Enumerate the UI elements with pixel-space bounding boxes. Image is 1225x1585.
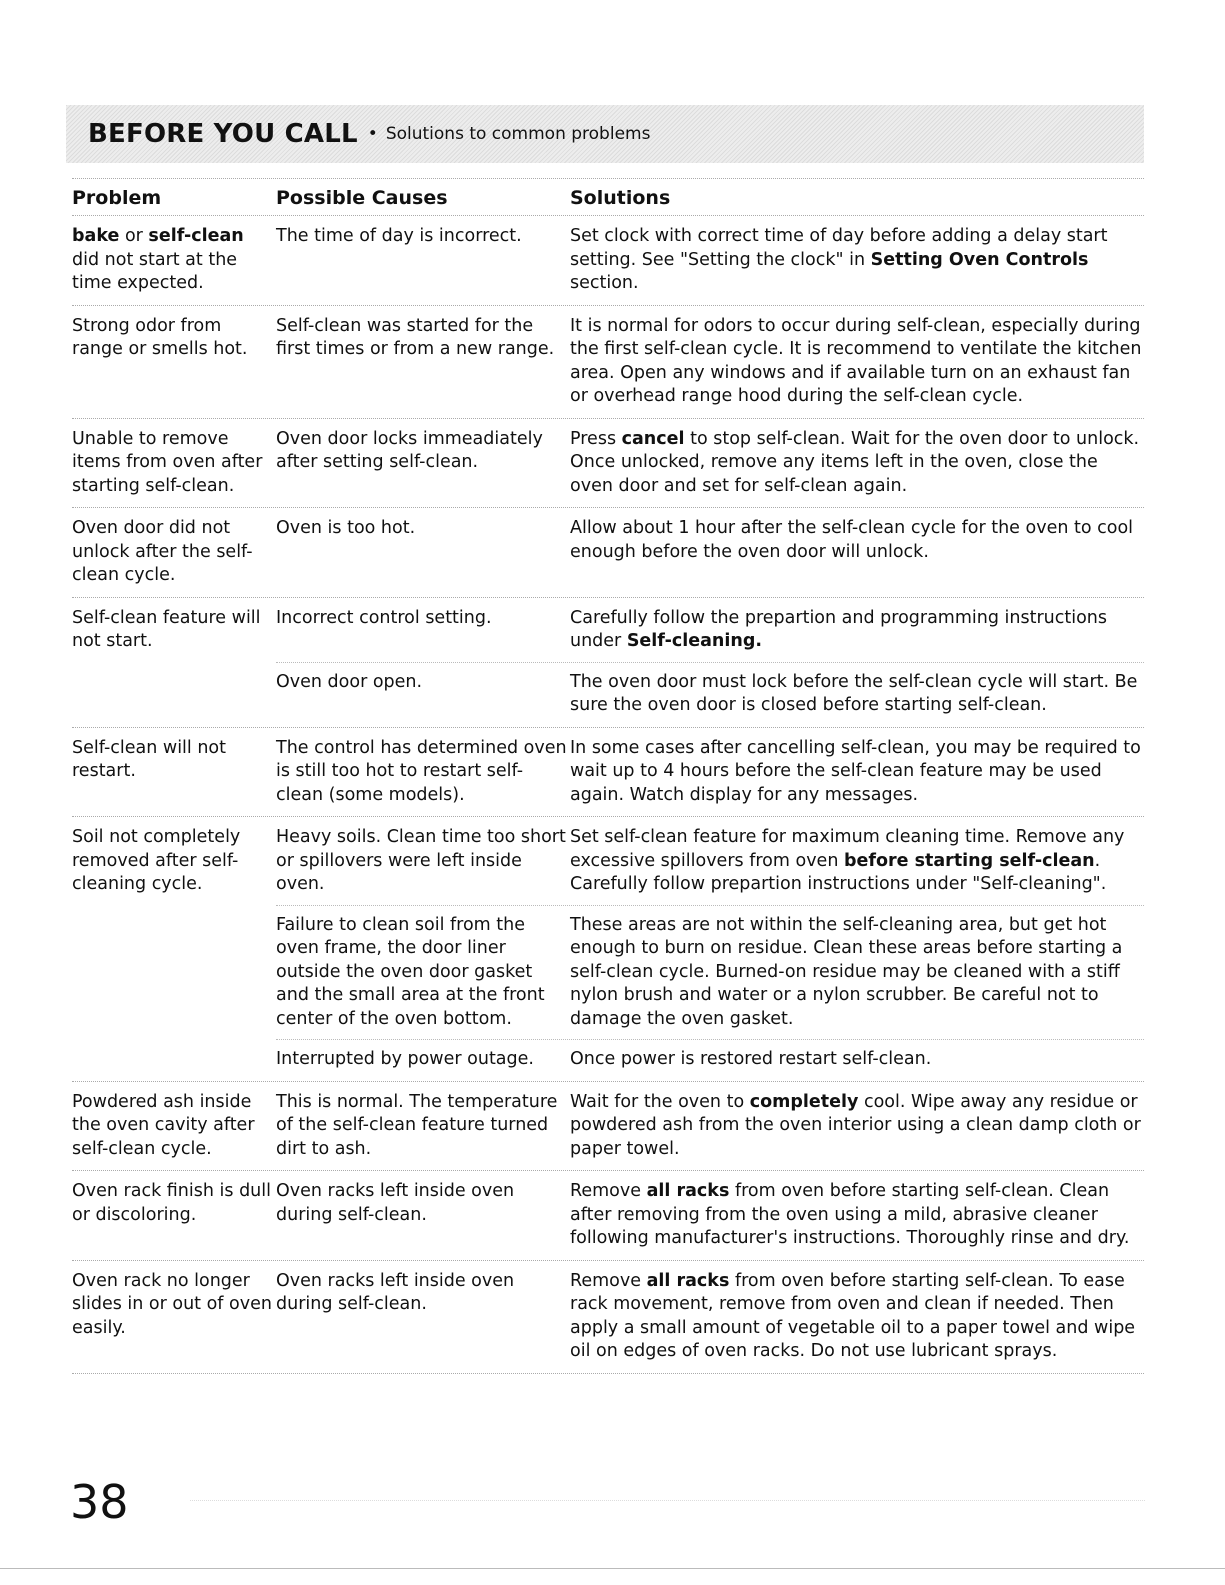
problem-cell <box>72 607 276 718</box>
cause-cell <box>276 607 570 654</box>
problem-cell <box>72 315 276 409</box>
cause-cell <box>276 1270 570 1364</box>
problem-cell <box>72 1091 276 1162</box>
problem-cell <box>72 225 276 296</box>
cause-solution-pair <box>276 1270 1144 1364</box>
cause-solution-group <box>276 1270 1144 1364</box>
bold-text: all racks <box>646 1270 730 1291</box>
text-run: Oven rack no longer slides in or out of oven easily. <box>72 1270 272 1338</box>
problem-cell <box>72 826 276 1072</box>
solution-cell <box>570 737 1144 808</box>
cause-cell <box>276 826 570 897</box>
solution-cell <box>570 914 1144 1032</box>
text-run: Oven door did not unlock after the self-clean cycle. <box>72 518 253 585</box>
cause-solution-pair <box>276 428 1144 499</box>
table-row <box>72 306 1144 419</box>
text-run: These areas are not within the self-cleaning area, but get hot enough to burn on residue. Clean these areas before starting a self-clean cycle. Burned-on residue may be cleaned with a stiff nylon brush and water or a nylon scrubber. Be careful not to damage the oven gasket. <box>570 914 1123 1029</box>
table-row <box>72 1171 1144 1261</box>
text-run: Oven door locks immeadiately after setting self-clean. <box>276 428 543 472</box>
text-run: It is normal for odors to occur during self-clean, especially during the first self-clean cycle. It is recommend to ventilate the kitchen area. Open any windows and if available turn on an exhaust fan or overhead range hood during the self-clean cycle. <box>570 315 1142 406</box>
cause-cell <box>276 737 570 808</box>
text-run: Oven racks left inside oven during self-clean. <box>276 1270 515 1314</box>
table-row <box>72 598 1144 728</box>
cause-solution-group <box>276 225 1144 296</box>
problem-cell <box>72 1270 276 1364</box>
bold-text: all racks <box>646 1181 730 1201</box>
text-run: from oven before starting self-clean. To ease rack movement, remove from oven and clean if needed. Then apply a small amount of vegetable oil to a paper towel and wipe oil on edges of oven racks. Do not use lubricant sprays. <box>570 1270 1136 1361</box>
text-run: Press <box>570 428 622 449</box>
cause-cell <box>276 1048 570 1072</box>
table-row <box>72 508 1144 598</box>
solution-cell <box>570 517 1144 564</box>
text-run: . Carefully follow prepartion instructions under "Self-cleaning". <box>570 850 1107 894</box>
text-run: Oven racks left inside oven during self-clean. <box>276 1181 515 1225</box>
column-header-causes: Possible Causes <box>276 187 448 209</box>
cause-solution-group <box>276 1180 1144 1251</box>
text-run: Powdered ash inside the oven cavity after self-clean cycle. <box>72 1091 255 1159</box>
text-run: In some cases after cancelling self-clean, you may be required to wait up to 4 hours before the self-clean feature may be used again. Watch display for any messages. <box>570 737 1141 805</box>
solution-cell <box>570 1180 1144 1251</box>
text-run: Remove <box>570 1270 647 1291</box>
column-header-solutions: Solutions <box>570 187 671 209</box>
text-run: Carefully follow the prepartion and programming instructions under <box>570 607 1108 651</box>
bottom-edge-rule <box>0 1568 1225 1569</box>
table-row <box>72 419 1144 509</box>
table-row <box>72 817 1144 1082</box>
problem-cell <box>72 517 276 588</box>
text-run: Set clock with correct time of day before adding a delay start setting. See "Setting the clock" in <box>570 226 1108 270</box>
text-run: Oven is too hot. <box>276 518 416 538</box>
text-run: Allow about 1 hour after the self-clean cycle for the oven to cool enough before the oven door will unlock. <box>570 518 1134 562</box>
cause-solution-pair <box>276 315 1144 409</box>
cause-cell <box>276 315 570 409</box>
bold-text: self-clean <box>148 226 244 246</box>
cause-cell <box>276 517 570 564</box>
cause-solution-group <box>276 737 1144 808</box>
text-run: or <box>119 226 149 246</box>
text-run: section. <box>570 273 639 293</box>
table-row <box>72 1082 1144 1172</box>
text-run: The oven door must lock before the self-clean cycle will start. Be sure the oven door is closed before starting self-clean. <box>570 671 1138 715</box>
cause-solution-pair <box>276 826 1144 897</box>
cause-cell <box>276 1180 570 1251</box>
text-run: The time of day is incorrect. <box>276 226 522 246</box>
text-run: did not start at the time expected. <box>72 249 238 293</box>
cause-solution-group <box>276 607 1144 718</box>
cause-solution-pair <box>276 225 1144 296</box>
cause-solution-pair <box>276 517 1144 564</box>
text-run: Set self-clean feature for maximum cleaning time. Remove any excessive spillovers from oven <box>570 827 1125 871</box>
table-header <box>72 178 1144 216</box>
cause-solution-pair <box>276 1180 1144 1251</box>
text-run: Failure to clean soil from the oven frame, the door liner outside the oven door gasket and the small area at the front center of the oven bottom. <box>276 914 545 1029</box>
text-run: Remove <box>570 1181 647 1201</box>
column-header-problem: Problem <box>72 187 162 209</box>
text-run: Once power is restored restart self-clean. <box>570 1049 932 1069</box>
cause-cell <box>276 225 570 296</box>
cause-cell <box>276 1091 570 1162</box>
problem-cell <box>72 428 276 499</box>
text-run: The control has determined oven is still too hot to restart self-clean (some models). <box>276 737 567 805</box>
problem-cell <box>72 737 276 808</box>
cause-solution-pair <box>276 662 1144 718</box>
cause-solution-group <box>276 1091 1144 1162</box>
cause-solution-pair <box>276 607 1144 654</box>
cause-solution-pair <box>276 737 1144 808</box>
text-run: Unable to remove items from oven after starting self-clean. <box>72 428 263 496</box>
section-bullet: • <box>367 124 378 144</box>
section-subtitle: Solutions to common problems <box>385 124 651 144</box>
bold-text: Self-cleaning. <box>626 631 763 651</box>
text-run: Self-clean feature will not start. <box>72 607 261 651</box>
troubleshooting-table <box>72 178 1144 1374</box>
solution-cell <box>570 826 1144 897</box>
text-run: Wait for the oven to <box>570 1091 750 1112</box>
text-run: cool. Wipe away any residue or powdered ash from the oven interior using a clean damp cloth or paper towel. <box>570 1091 1141 1159</box>
cause-solution-pair <box>276 1039 1144 1072</box>
text-run: Heavy soils. Clean time too short or spillovers were left inside oven. <box>276 827 566 894</box>
text-run: Strong odor from range or smells hot. <box>72 315 248 359</box>
problem-cell <box>72 1180 276 1251</box>
text-run: Interrupted by power outage. <box>276 1049 534 1069</box>
text-run: to stop self-clean. Wait for the oven door to unlock. Once unlocked, remove any items left in the oven, close the oven door and set for self-clean again. <box>570 428 1140 496</box>
bold-text: cancel <box>621 428 685 449</box>
cause-solution-group <box>276 826 1144 1072</box>
section-title: BEFORE YOU CALL <box>88 119 358 149</box>
table-row <box>72 1261 1144 1374</box>
solution-cell <box>570 1091 1144 1162</box>
cause-solution-pair <box>276 905 1144 1032</box>
text-run: Oven rack finish is dull or discoloring. <box>72 1181 272 1225</box>
page-number: 38 <box>70 1475 129 1529</box>
footer-divider <box>190 1500 1145 1501</box>
cause-solution-pair <box>276 1091 1144 1162</box>
text-run: Self-clean was started for the first times or from a new range. <box>276 315 555 359</box>
solution-cell <box>570 1270 1144 1364</box>
text-run: This is normal. The temperature of the self-clean feature turned dirt to ash. <box>276 1091 558 1159</box>
text-run: Self-clean will not restart. <box>72 737 227 781</box>
table-row <box>72 216 1144 306</box>
text-run: Incorrect control setting. <box>276 607 492 628</box>
text-run: Soil not completely removed after self-cleaning cycle. <box>72 827 241 894</box>
cause-solution-group <box>276 315 1144 409</box>
cause-cell <box>276 914 570 1032</box>
table-row <box>72 728 1144 818</box>
table-body <box>72 216 1144 1374</box>
cause-cell <box>276 428 570 499</box>
bold-text: bake <box>72 226 120 246</box>
solution-cell <box>570 428 1144 499</box>
cause-solution-group <box>276 517 1144 588</box>
section-banner <box>66 105 1144 163</box>
solution-cell <box>570 315 1144 409</box>
cause-solution-group <box>276 428 1144 499</box>
bold-text: before starting self-clean <box>843 850 1095 871</box>
bold-text: completely <box>749 1091 859 1112</box>
cause-cell <box>276 671 570 718</box>
text-run: from oven before starting self-clean. Clean after removing from the oven using a mild, abrasive cleaner following manufacturer's instructions. Thoroughly rinse and dry. <box>570 1181 1130 1248</box>
text-run: Oven door open. <box>276 671 423 692</box>
solution-cell <box>570 1048 1144 1072</box>
bold-text: Setting Oven Controls <box>870 249 1089 270</box>
solution-cell <box>570 607 1144 654</box>
solution-cell <box>570 671 1144 718</box>
solution-cell <box>570 225 1144 296</box>
